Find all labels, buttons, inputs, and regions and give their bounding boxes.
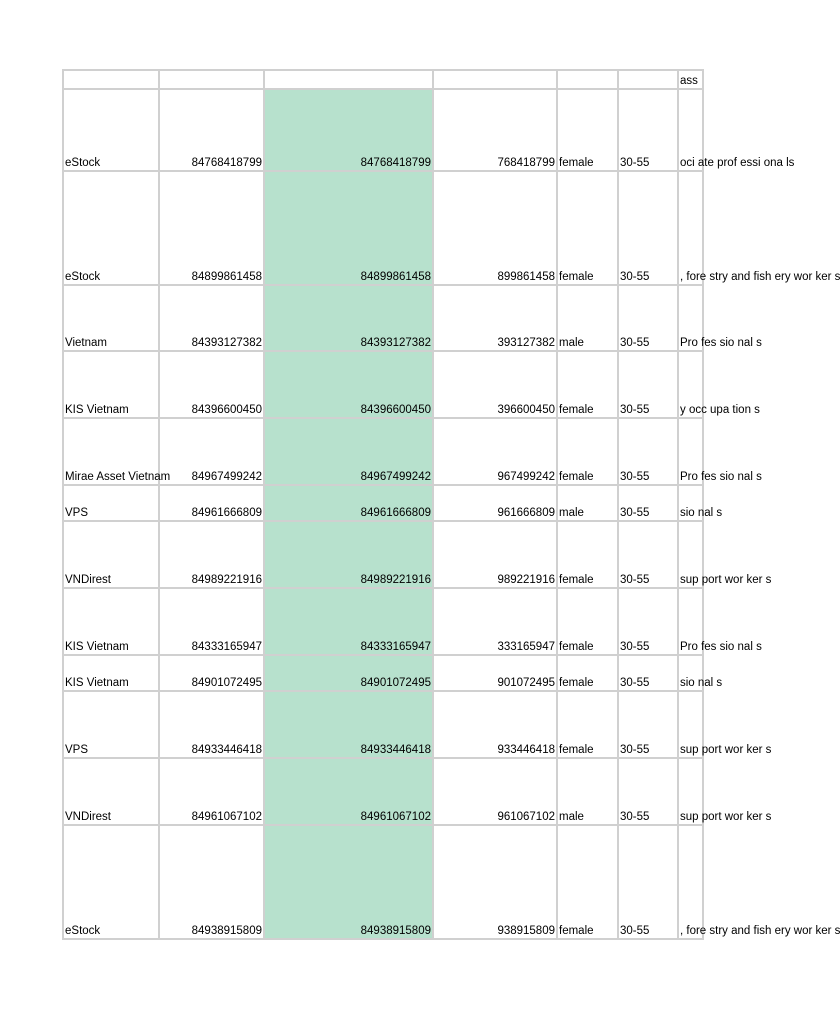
header-cell[interactable] [557,70,618,89]
cell-age-range[interactable]: 30-55 [618,655,678,691]
cell-phone-highlighted[interactable]: 84961067102 [264,758,433,825]
occupation-text: sup port wor ker s [680,744,772,756]
cell-phone-full[interactable]: 84393127382 [159,285,264,351]
cell-gender[interactable]: male [557,285,618,351]
cell-phone-highlighted[interactable]: 84989221916 [264,521,433,588]
cell-gender[interactable]: female [557,655,618,691]
cell-occupation[interactable] [678,655,723,691]
table-row [63,521,703,588]
cell-phone-full[interactable]: 84899861458 [159,171,264,285]
cell-gender[interactable]: male [557,485,618,521]
cell-phone-short[interactable]: 901072495 [433,655,557,691]
cell-age-range[interactable]: 30-55 [618,588,678,655]
cell-occupation[interactable] [678,758,772,825]
cell-occupation[interactable] [678,691,772,758]
header-cell[interactable] [264,70,433,89]
cell-age-range[interactable]: 30-55 [618,758,678,825]
header-cell[interactable] [618,70,678,89]
cell-phone-full[interactable]: 84938915809 [159,825,264,939]
table-row [63,285,703,351]
cell-gender[interactable]: female [557,825,618,939]
cell-phone-highlighted[interactable]: 84393127382 [264,285,433,351]
table-row [63,351,703,418]
cell-phone-highlighted[interactable]: 84333165947 [264,588,433,655]
cell-broker[interactable]: Mirae Asset Vietnam [63,418,159,485]
cell-phone-highlighted[interactable]: 84396600450 [264,351,433,418]
table-row [63,655,703,691]
cell-age-range[interactable]: 30-55 [618,825,678,939]
cell-phone-short[interactable]: 989221916 [433,521,557,588]
cell-broker[interactable]: eStock [63,89,159,171]
occupation-text: Pro fes sio nal s [680,641,762,653]
cell-phone-full[interactable]: 84768418799 [159,89,264,171]
cell-broker[interactable]: KIS Vietnam [63,588,159,655]
cell-phone-full[interactable]: 84967499242 [159,418,264,485]
cell-age-range[interactable]: 30-55 [618,89,678,171]
cell-phone-short[interactable]: 961666809 [433,485,557,521]
cell-phone-highlighted[interactable]: 84901072495 [264,655,433,691]
cell-occupation[interactable] [678,418,762,485]
occupation-text: , fore stry and fish ery wor ker s [680,271,840,283]
header-cell[interactable] [159,70,264,89]
spreadsheet-table [62,69,840,940]
cell-gender[interactable]: female [557,89,618,171]
cell-phone-short[interactable]: 393127382 [433,285,557,351]
cell-broker[interactable]: eStock [63,171,159,285]
cell-phone-highlighted[interactable]: 84899861458 [264,171,433,285]
cell-broker[interactable]: VNDirest [63,521,159,588]
cell-occupation[interactable] [678,171,840,285]
cell-phone-full[interactable]: 84933446418 [159,691,264,758]
cell-phone-highlighted[interactable]: 84768418799 [264,89,433,171]
header-cell-occupation[interactable]: ass [678,70,703,89]
occupation-text: Pro fes sio nal s [680,337,762,349]
cell-broker[interactable]: eStock [63,825,159,939]
table-row [63,691,703,758]
cell-age-range[interactable]: 30-55 [618,691,678,758]
cell-phone-short[interactable]: 967499242 [433,418,557,485]
cell-age-range[interactable]: 30-55 [618,171,678,285]
cell-gender[interactable]: female [557,418,618,485]
cell-phone-highlighted[interactable]: 84938915809 [264,825,433,939]
table-row [63,485,703,521]
cell-phone-full[interactable]: 84961666809 [159,485,264,521]
cell-phone-short[interactable]: 396600450 [433,351,557,418]
cell-phone-short[interactable]: 333165947 [433,588,557,655]
occupation-text: sup port wor ker s [680,574,772,586]
cell-broker[interactable]: VPS [63,485,159,521]
cell-occupation[interactable] [678,521,772,588]
cell-phone-full[interactable]: 84333165947 [159,588,264,655]
cell-occupation[interactable] [678,588,762,655]
table-row [63,825,703,939]
cell-occupation[interactable] [678,351,760,418]
cell-phone-highlighted[interactable]: 84933446418 [264,691,433,758]
cell-phone-short[interactable]: 933446418 [433,691,557,758]
cell-age-range[interactable]: 30-55 [618,418,678,485]
cell-occupation[interactable] [678,485,723,521]
occupation-text: y occ upa tion s [680,404,760,416]
cell-broker[interactable]: VNDirest [63,758,159,825]
occupation-text: sup port wor ker s [680,811,772,823]
occupation-text: sio nal s [680,677,723,689]
cell-occupation[interactable] [678,825,840,939]
cell-age-range[interactable]: 30-55 [618,285,678,351]
occupation-text: , fore stry and fish ery wor ker s [680,925,840,937]
table-header-row [63,70,703,89]
cell-phone-short[interactable]: 961067102 [433,758,557,825]
cell-age-range[interactable]: 30-55 [618,485,678,521]
cell-phone-full[interactable]: 84396600450 [159,351,264,418]
cell-broker[interactable]: VPS [63,691,159,758]
cell-phone-short[interactable]: 768418799 [433,89,557,171]
occupation-text: Pro fes sio nal s [680,471,762,483]
table-row [63,588,703,655]
table-row [63,89,703,171]
cell-phone-short[interactable]: 938915809 [433,825,557,939]
cell-phone-short[interactable]: 899861458 [433,171,557,285]
cell-broker[interactable]: KIS Vietnam [63,655,159,691]
cell-age-range[interactable]: 30-55 [618,351,678,418]
header-cell[interactable] [63,70,159,89]
cell-gender[interactable]: female [557,171,618,285]
cell-age-range[interactable]: 30-55 [618,521,678,588]
cell-phone-full[interactable]: 84989221916 [159,521,264,588]
cell-phone-full[interactable]: 84901072495 [159,655,264,691]
cell-phone-full[interactable]: 84961067102 [159,758,264,825]
cell-broker[interactable]: KIS Vietnam [63,351,159,418]
table-row [63,758,703,825]
cell-phone-highlighted[interactable]: 84967499242 [264,418,433,485]
cell-gender[interactable]: female [557,521,618,588]
table-row [63,418,703,485]
cell-occupation[interactable] [678,89,795,171]
occupation-text: sio nal s [680,507,723,519]
table-row [63,171,703,285]
occupation-text: oci ate prof essi ona ls [680,157,795,169]
cell-gender[interactable]: male [557,758,618,825]
cell-gender[interactable]: female [557,588,618,655]
cell-broker[interactable]: Vietnam [63,285,159,351]
cell-gender[interactable]: female [557,351,618,418]
cell-gender[interactable]: female [557,691,618,758]
header-cell[interactable] [433,70,557,89]
cell-phone-highlighted[interactable]: 84961666809 [264,485,433,521]
cell-occupation[interactable] [678,285,762,351]
